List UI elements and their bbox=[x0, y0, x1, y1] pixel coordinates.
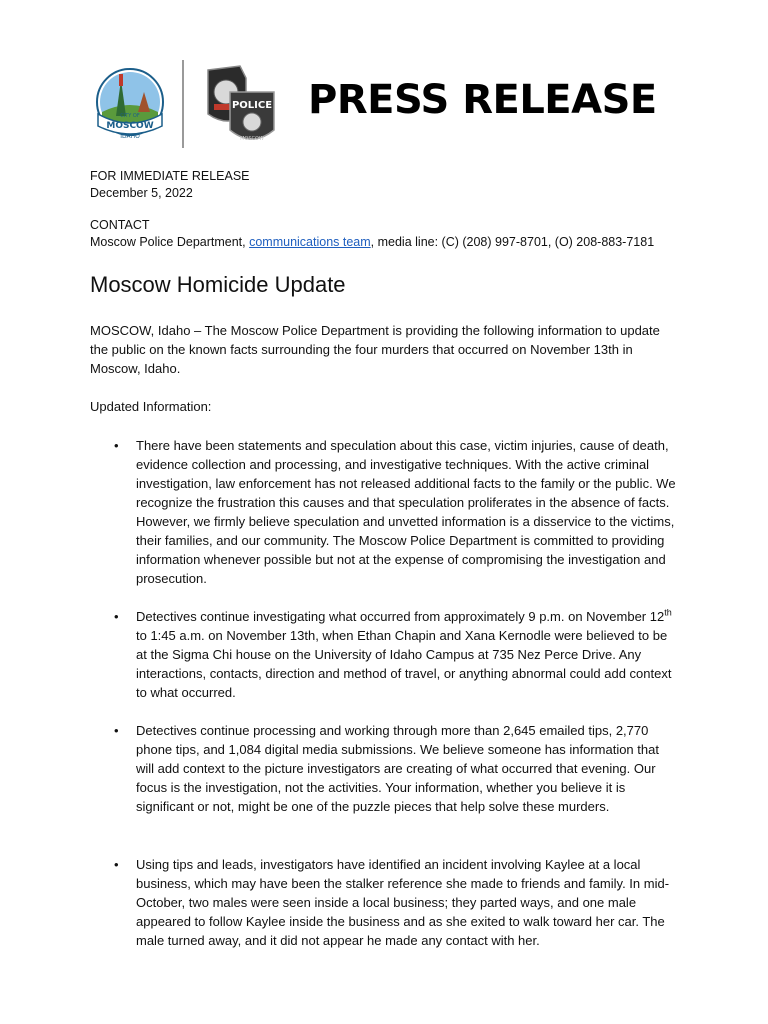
contact-line bbox=[90, 234, 654, 251]
bullet-dot: • bbox=[114, 609, 119, 624]
bullet-item bbox=[114, 607, 680, 702]
seal-moscow-text: MOSCOW bbox=[106, 121, 154, 131]
intro-paragraph: MOSCOW, Idaho – The Moscow Police Department is providing the following information to update the public on the known facts surrounding the four murders that occurred on November 13th in Moscow, Idaho. bbox=[90, 323, 660, 376]
press-release-title: PRESS RELEASE bbox=[308, 77, 657, 123]
press-release-header bbox=[92, 58, 678, 152]
bullet-text: Using tips and leads, investigators have identified an incident involving Kaylee at a local business, which may have been the stalker reference she made to friends and family. In mid-October, two males were seen inside a local business; they parted ways, and one male appeared to follow Kaylee inside the business and as she exited to walk toward her car. The male turned away, and it did not appear he made any contact with her. bbox=[136, 857, 670, 948]
updated-information-label: Updated Information: bbox=[90, 399, 212, 414]
contact-dept: Moscow Police Department, bbox=[90, 235, 250, 249]
immediate-release-label: FOR IMMEDIATE RELEASE bbox=[90, 169, 250, 183]
seal-city-of-text: CITY OF bbox=[120, 113, 140, 119]
communications-team-link[interactable]: communications team bbox=[249, 235, 371, 249]
bullet-dot: • bbox=[114, 857, 119, 872]
police-badges-logo bbox=[200, 64, 280, 148]
bullet-text: Detectives continue processing and working through more than 2,645 emailed tips, 2,770 phone tips, and 1,084 digital media submissions. We believe someone has information that will add context to the picture investigators are creating of what occurred that evening. Our focus is the investigation, not the activities. Your information, whether you believe it is significant or not, might be one of the puzzle pieces that help solve these murders. bbox=[136, 723, 659, 814]
bullet-dot: • bbox=[114, 723, 119, 738]
bullet-text-part: to 1:45 a.m. on November 13th, when Ethan Chapin and Xana Kernodle were believed to be at the Sigma Chi house on the University of Idaho Campus at 735 Nez Perce Drive. Any interactions, contacts, direction and method of travel, or anything abnormal could add context to what occurred. bbox=[136, 628, 672, 700]
bullet-item bbox=[114, 721, 680, 816]
contact-media-line: , media line: (C) (208) 997-8701, (O) 208-883-7181 bbox=[370, 235, 655, 249]
contact-heading: CONTACT bbox=[90, 218, 150, 232]
bullet-text bbox=[136, 607, 680, 702]
city-of-moscow-seal-logo bbox=[92, 62, 168, 146]
header-divider bbox=[182, 60, 184, 148]
bullet-dot: • bbox=[114, 438, 119, 453]
bullet-text-part: Detectives continue investigating what occurred from approximately 9 p.m. on November 12 bbox=[136, 609, 665, 624]
release-date: December 5, 2022 bbox=[90, 186, 193, 200]
seal-idaho-text: IDAHO bbox=[120, 133, 140, 140]
bullet-text: There have been statements and speculation about this case, victim injuries, cause of death, evidence collection and processing, and investigative techniques. With the active criminal investigation, law enforcement has not released additional facts to the family or the public. We recognize the frustration this causes and that speculation proliferates in the absence of facts. However, we firmly believe speculation and unvetted information is a disservice to the victims, their families, and our community. The Moscow Police Department is committed to providing information whenever possible but not at the expense of compromising the investigation and prosecution. bbox=[136, 438, 676, 586]
headline: Moscow Homicide Update bbox=[90, 272, 346, 297]
badge-police-text: POLICE bbox=[231, 100, 273, 111]
bullet-item bbox=[114, 436, 680, 588]
bullet-item bbox=[114, 855, 680, 950]
superscript-th: th bbox=[664, 607, 672, 618]
badge-moscow-text: MOSCOW bbox=[240, 136, 264, 142]
